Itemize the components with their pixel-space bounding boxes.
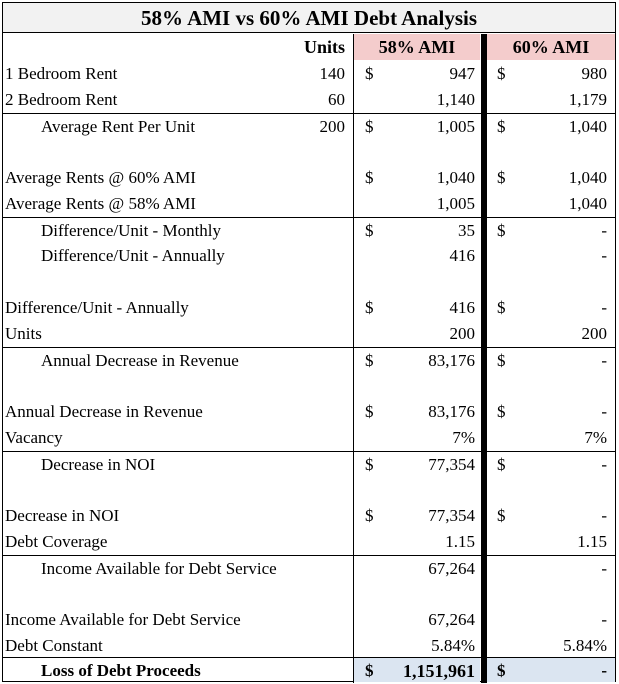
row-label: Vacancy [5, 428, 63, 447]
dollar-60: $ [497, 64, 506, 83]
units-value: 140 [319, 64, 345, 83]
dollar-60: $ [497, 221, 506, 240]
value-58: 1,005 [436, 117, 475, 136]
col-60-header: 60% AMI [487, 34, 615, 60]
units-header: Units [303, 37, 345, 57]
row-label: Average Rent Per Unit [41, 117, 196, 136]
units-value: 200 [319, 117, 345, 136]
value-60: 1,040 [568, 117, 607, 136]
table-row [3, 425, 615, 451]
value-58: 200 [449, 324, 475, 343]
value-60: 980 [581, 64, 607, 83]
table-row [3, 295, 615, 321]
spreadsheet [2, 2, 616, 682]
row-label: Difference/Unit - Monthly [41, 221, 222, 240]
row-label: Average Rents @ 60% AMI [5, 168, 196, 187]
table-row [3, 113, 615, 139]
dollar-60: $ [497, 402, 506, 421]
value-60: 1,179 [568, 90, 607, 109]
table-row [3, 243, 615, 269]
value-58: 1,040 [436, 168, 475, 187]
table-row [3, 529, 615, 555]
header-row [3, 34, 615, 60]
dollar-58: $ [365, 64, 374, 83]
value-58: 1,005 [436, 194, 475, 213]
row-label: Decrease in NOI [5, 506, 120, 525]
value-60: 1,040 [568, 194, 607, 213]
dollar-60: $ [497, 506, 506, 525]
value-60: - [601, 402, 607, 421]
thick-column-divider [481, 34, 487, 683]
row-label: Income Available for Debt Service [41, 559, 277, 578]
dollar-58: $ [365, 402, 374, 421]
value-58: 83,176 [428, 402, 475, 421]
total-value-60: - [601, 661, 607, 680]
total-row [3, 657, 615, 682]
row-label: 1 Bedroom Rent [5, 64, 118, 83]
value-60: 1.15 [577, 532, 607, 551]
value-60: 200 [581, 324, 607, 343]
value-60: - [601, 506, 607, 525]
value-58: 67,264 [428, 559, 475, 578]
value-60: 7% [584, 428, 607, 447]
table-row [3, 503, 615, 529]
table-row [3, 165, 615, 191]
table-row [3, 633, 615, 659]
dollar-58: $ [365, 221, 374, 240]
total-dollar-58: $ [365, 661, 374, 680]
row-label: 2 Bedroom Rent [5, 90, 118, 109]
row-label: Debt Coverage [5, 532, 108, 551]
dollar-58: $ [365, 298, 374, 317]
row-label: Difference/Unit - Annually [5, 298, 189, 317]
total-value-58: 1,151,961 [403, 661, 475, 681]
value-58: 7% [452, 428, 475, 447]
table-row [3, 269, 615, 295]
value-58: 35 [458, 221, 475, 240]
row-label: Difference/Unit - Annually [41, 246, 225, 265]
table-row [3, 321, 615, 347]
value-60: - [601, 246, 607, 265]
value-58: 77,354 [428, 455, 475, 474]
table-row [3, 399, 615, 425]
dollar-58: $ [365, 117, 374, 136]
value-58: 77,354 [428, 506, 475, 525]
table-row [3, 607, 615, 633]
dollar-60: $ [497, 168, 506, 187]
dollar-60: $ [497, 455, 506, 474]
dollar-58: $ [365, 168, 374, 187]
value-58: 83,176 [428, 351, 475, 370]
col-58-header: 58% AMI [354, 34, 480, 60]
column-divider [353, 34, 354, 683]
total-label: Loss of Debt Proceeds [41, 661, 201, 680]
dollar-60: $ [497, 117, 506, 136]
value-58: 5.84% [431, 636, 475, 655]
table-row [3, 139, 615, 165]
value-58: 1.15 [445, 532, 475, 551]
value-60: - [601, 455, 607, 474]
dollar-60: $ [497, 298, 506, 317]
value-58: 67,264 [428, 610, 475, 629]
table-row [3, 451, 615, 477]
value-60: - [601, 610, 607, 629]
row-label: Annual Decrease in Revenue [5, 402, 203, 421]
row-label: Debt Constant [5, 636, 103, 655]
table-row [3, 477, 615, 503]
value-58: 1,140 [436, 90, 475, 109]
value-60: - [601, 351, 607, 370]
table-row [3, 581, 615, 607]
row-label: Units [5, 324, 42, 343]
row-label: Annual Decrease in Revenue [41, 351, 239, 370]
value-58: 416 [449, 298, 475, 317]
row-label: Income Available for Debt Service [5, 610, 241, 629]
dollar-58: $ [365, 351, 374, 370]
table-row [3, 61, 615, 87]
value-58: 416 [449, 246, 475, 265]
value-60: 1,040 [568, 168, 607, 187]
dollar-58: $ [365, 455, 374, 474]
units-value: 60 [328, 90, 345, 109]
row-label: Decrease in NOI [41, 455, 156, 474]
value-60: 5.84% [563, 636, 607, 655]
table-row [3, 87, 615, 113]
table-row [3, 217, 615, 243]
table-row [3, 373, 615, 399]
value-60: - [601, 298, 607, 317]
dollar-58: $ [365, 506, 374, 525]
table-row [3, 555, 615, 581]
row-label: Average Rents @ 58% AMI [5, 194, 196, 213]
value-60: - [601, 559, 607, 578]
dollar-60: $ [497, 351, 506, 370]
value-58: 947 [449, 64, 475, 83]
sheet-title: 58% AMI vs 60% AMI Debt Analysis [3, 3, 615, 33]
table-row [3, 191, 615, 217]
table-row [3, 347, 615, 373]
value-60: - [601, 221, 607, 240]
total-dollar-60: $ [497, 661, 506, 680]
